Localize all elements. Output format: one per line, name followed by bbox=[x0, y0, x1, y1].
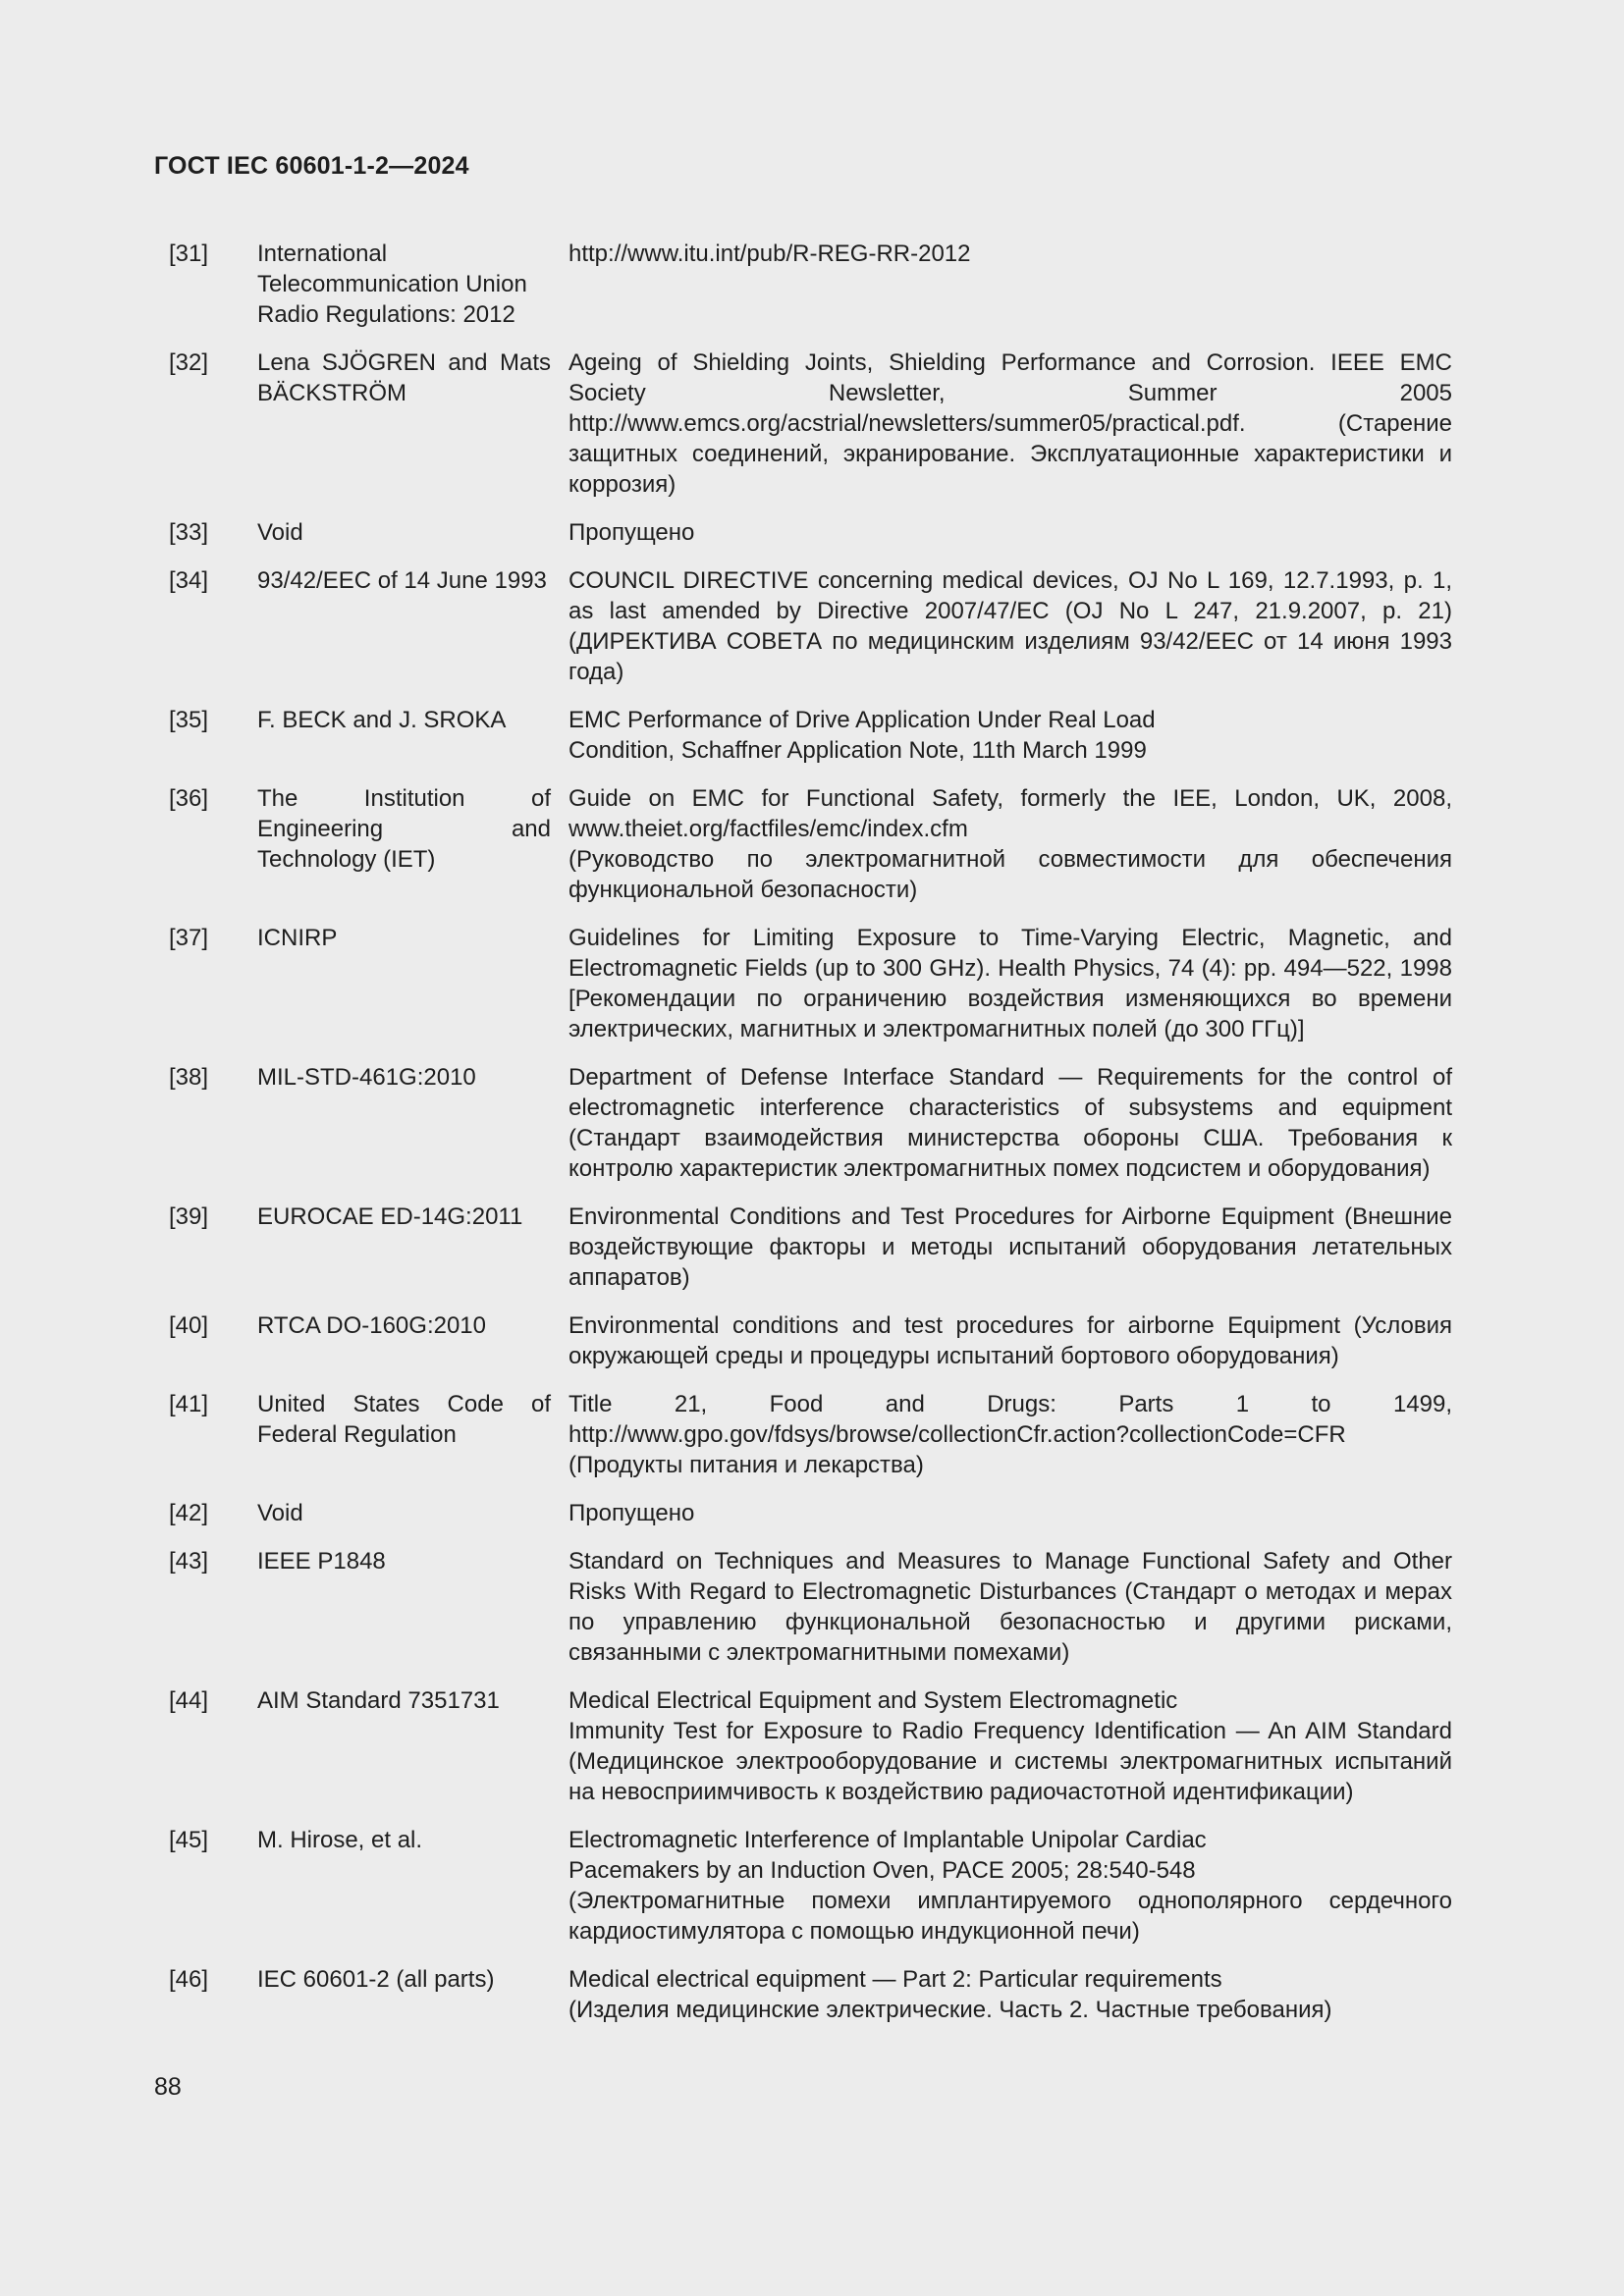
reference-row bbox=[154, 1546, 1452, 1668]
reference-number: [40] bbox=[169, 1312, 209, 1339]
reference-title-line: (Руководство по электромагнитной совместимости для обеспечения функциональной безопасности) bbox=[568, 846, 1452, 903]
reference-author-line: United States Code of Federal Regulation bbox=[257, 1391, 551, 1448]
reference-title bbox=[568, 923, 1452, 1044]
reference-number: [38] bbox=[169, 1064, 209, 1091]
reference-title-line: http://www.itu.int/pub/R-REG-RR-2012 bbox=[568, 240, 971, 267]
reference-author bbox=[257, 705, 557, 766]
reference-number: [39] bbox=[169, 1203, 209, 1230]
reference-author bbox=[257, 1825, 557, 1947]
page-number: 88 bbox=[154, 2073, 182, 2101]
reference-title-line: Electromagnetic Interference of Implantable Unipolar Cardiac bbox=[568, 1827, 1207, 1853]
reference-title bbox=[568, 783, 1452, 905]
reference-number: [43] bbox=[169, 1548, 209, 1575]
reference-number: [41] bbox=[169, 1391, 209, 1417]
reference-row bbox=[154, 1498, 1452, 1528]
reference-row bbox=[154, 923, 1452, 1044]
reference-row bbox=[154, 517, 1452, 548]
reference-author bbox=[257, 1062, 557, 1184]
reference-author-line: MIL-STD-461G:2010 bbox=[257, 1064, 476, 1091]
reference-title bbox=[568, 1062, 1452, 1184]
reference-author-line: ICNIRP bbox=[257, 925, 338, 951]
reference-title bbox=[568, 1201, 1452, 1293]
reference-author-line: The Institution of Engineering and Technology (IET) bbox=[257, 785, 551, 873]
reference-title-line: Department of Defense Interface Standard — Requirements for the control of electromagnetic interference characteristics of subsystems and equipment (Стандарт взаимодействия министерства обороны США. Требования к контролю характеристик электромагнитных помех подсистем и оборудования) bbox=[568, 1064, 1452, 1182]
reference-number: [45] bbox=[169, 1827, 209, 1853]
reference-author-line: Telecommunication Union bbox=[257, 271, 527, 297]
reference-row bbox=[154, 783, 1452, 905]
reference-title bbox=[568, 1498, 1452, 1528]
reference-title-line: (Электромагнитные помехи имплантируемого однополярного сердечного кардиостимулятора с помощью индукционной печи) bbox=[568, 1888, 1452, 1945]
reference-author bbox=[257, 1310, 557, 1371]
reference-title-line: Medical electrical equipment — Part 2: Particular requirements bbox=[568, 1966, 1222, 1993]
reference-author bbox=[257, 1685, 557, 1807]
reference-author-line: IEC 60601-2 (all parts) bbox=[257, 1966, 495, 1993]
reference-title bbox=[568, 1685, 1452, 1807]
reference-author-line: EUROCAE ED-14G:2011 bbox=[257, 1203, 523, 1230]
reference-title bbox=[568, 1389, 1452, 1480]
reference-number: [36] bbox=[169, 785, 209, 812]
reference-number: [42] bbox=[169, 1500, 209, 1526]
reference-row bbox=[154, 347, 1452, 500]
reference-title-line: Medical Electrical Equipment and System Electromagnetic bbox=[568, 1687, 1178, 1714]
reference-row bbox=[154, 1389, 1452, 1480]
reference-number: [31] bbox=[169, 240, 209, 267]
reference-number: [46] bbox=[169, 1966, 209, 1993]
reference-author-line: AIM Standard 7351731 bbox=[257, 1687, 500, 1714]
reference-title bbox=[568, 565, 1452, 687]
reference-author bbox=[257, 347, 557, 500]
reference-row bbox=[154, 1062, 1452, 1184]
reference-title-line: Ageing of Shielding Joints, Shielding Performance and Corrosion. IEEE EMC Society Newsletter, Summer 2005 http://www.emcs.org/acstrial/newsletters/summer05/practical.pdf. (Старение защитных соединений, экранирование. Эксплуатационные характеристики и коррозия) bbox=[568, 349, 1452, 498]
reference-title-line: Title 21, Food and Drugs: Parts 1 to 1499, http://www.gpo.gov/fdsys/browse/collectionCfr.action?collectionCode=CFR (Продукты питания и лекарства) bbox=[568, 1391, 1452, 1478]
reference-author-line: International bbox=[257, 240, 388, 267]
reference-title-line: Immunity Test for Exposure to Radio Frequency Identification — An AIM Standard (Медицинское электрооборудование и системы электромагнитных испытаний на невосприимчивость к воздействию радиочастотной идентификации) bbox=[568, 1718, 1452, 1805]
reference-number: [33] bbox=[169, 519, 209, 546]
reference-title-line: Guidelines for Limiting Exposure to Time-Varying Electric, Magnetic, and Electromagnetic Fields (up to 300 GHz). Health Physics, 74 (4): pp. 494—522, 1998 [Рекомендации по ограничению воздействия изменяющихся во времени электрических, магнитных и электромагнитных полей (до 300 ГГц)] bbox=[568, 925, 1452, 1042]
reference-row bbox=[154, 565, 1452, 687]
reference-author bbox=[257, 517, 557, 548]
reference-title bbox=[568, 1964, 1452, 2025]
reference-author-line: Void bbox=[257, 1500, 303, 1526]
reference-author bbox=[257, 239, 557, 330]
reference-list bbox=[154, 239, 1452, 2043]
reference-number: [35] bbox=[169, 707, 209, 733]
reference-title bbox=[568, 517, 1452, 548]
reference-author bbox=[257, 1964, 557, 2025]
reference-author bbox=[257, 783, 557, 905]
reference-number: [32] bbox=[169, 349, 209, 376]
reference-title-line: EMC Performance of Drive Application Under Real Load bbox=[568, 707, 1156, 733]
reference-author-line: RTCA DO-160G:2010 bbox=[257, 1312, 487, 1339]
page-header-title: ГОСТ IEC 60601-1-2—2024 bbox=[154, 152, 469, 180]
reference-author bbox=[257, 565, 557, 687]
reference-row bbox=[154, 1685, 1452, 1807]
reference-author-line: IEEE P1848 bbox=[257, 1548, 386, 1575]
reference-row bbox=[154, 705, 1452, 766]
reference-title-line: Environmental Conditions and Test Procedures for Airborne Equipment (Внешние воздействующие факторы и методы испытаний оборудования летательных аппаратов) bbox=[568, 1203, 1452, 1291]
reference-title bbox=[568, 705, 1452, 766]
reference-title-line: (Изделия медицинские электрические. Часть 2. Частные требования) bbox=[568, 1997, 1332, 2023]
reference-author bbox=[257, 923, 557, 1044]
reference-title-line: Environmental conditions and test procedures for airborne Equipment (Условия окружающей среды и процедуры испытаний бортового оборудования) bbox=[568, 1312, 1452, 1369]
reference-author-line: M. Hirose, et al. bbox=[257, 1827, 423, 1853]
reference-title-line: Пропущено bbox=[568, 519, 695, 546]
reference-author-line: 93/42/EEC of 14 June 1993 bbox=[257, 567, 547, 594]
reference-title-line: Standard on Techniques and Measures to Manage Functional Safety and Other Risks With Regard to Electromagnetic Disturbances (Стандарт о методах и мерах по управлению функциональной безопасностью и другими рисками, связанными с электромагнитными помехами) bbox=[568, 1548, 1452, 1666]
reference-author bbox=[257, 1546, 557, 1668]
reference-title-line: Condition, Schaffner Application Note, 11th March 1999 bbox=[568, 737, 1147, 764]
reference-author bbox=[257, 1498, 557, 1528]
reference-author bbox=[257, 1201, 557, 1293]
reference-number: [44] bbox=[169, 1687, 209, 1714]
reference-row bbox=[154, 1201, 1452, 1293]
reference-row bbox=[154, 239, 1452, 330]
reference-number: [34] bbox=[169, 567, 209, 594]
reference-author-line: F. BECK and J. SROKA bbox=[257, 707, 507, 733]
reference-title bbox=[568, 347, 1452, 500]
reference-author-line: Void bbox=[257, 519, 303, 546]
reference-author bbox=[257, 1389, 557, 1480]
reference-title bbox=[568, 1825, 1452, 1947]
reference-title-line: COUNCIL DIRECTIVE concerning medical devices, OJ No L 169, 12.7.1993, p. 1, as last amended by Directive 2007/47/EC (OJ No L 247, 21.9.2007, p. 21) (ДИРЕКТИВА СОВЕТА по медицинским изделиям 93/42/ЕЕС от 14 июня 1993 года) bbox=[568, 567, 1452, 685]
reference-row bbox=[154, 1825, 1452, 1947]
reference-title-line: Пропущено bbox=[568, 1500, 695, 1526]
reference-title-line: Guide on EMC for Functional Safety, formerly the IEE, London, UK, 2008, www.theiet.org/factfiles/emc/index.cfm bbox=[568, 785, 1452, 842]
reference-title bbox=[568, 239, 1452, 330]
reference-title-line: Pacemakers by an Induction Oven, PACE 2005; 28:540-548 bbox=[568, 1857, 1196, 1884]
reference-number: [37] bbox=[169, 925, 209, 951]
reference-author-line: Radio Regulations: 2012 bbox=[257, 301, 515, 328]
reference-row bbox=[154, 1310, 1452, 1371]
reference-author-line: Lena SJÖGREN and Mats BÄCKSTRÖM bbox=[257, 349, 551, 406]
reference-title bbox=[568, 1546, 1452, 1668]
reference-title bbox=[568, 1310, 1452, 1371]
reference-row bbox=[154, 1964, 1452, 2025]
